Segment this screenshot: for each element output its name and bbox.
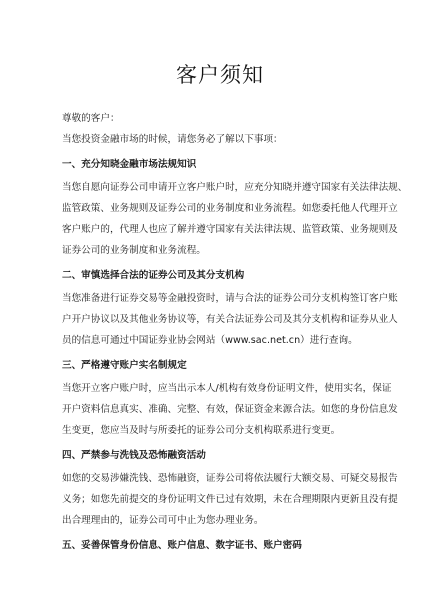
body-line: 开户资料信息真实、准确、完整、有效，保证资金来源合法。如您的身份信息发 bbox=[62, 404, 398, 415]
section-heading: 五、妥善保管身份信息、账户信息、数字证书、账户密码 bbox=[62, 540, 302, 551]
body-line: 证券公司的业务制度和业务流程。 bbox=[62, 245, 206, 256]
body-line: 客户账户的，代理人也应了解并遵守国家有关法律法规、监管政策、业务规则及 bbox=[62, 224, 398, 235]
intro-text: 当您投资金融市场的时候，请您务必了解以下事项： bbox=[62, 134, 283, 145]
section-heading: 四、严禁参与洗钱及恐怖融资活动 bbox=[62, 450, 206, 461]
body-line: 出合理理由的，证券公司可中止为您办理业务。 bbox=[62, 515, 264, 526]
body-line: 义务；如您先前提交的身份证明文件已过有效期，未在合理期限内更新且没有提 bbox=[62, 494, 398, 505]
body-line: 当您自愿向证券公司申请开立客户账户时，应充分知晓并遵守国家有关法律法规、 bbox=[62, 182, 408, 193]
section-heading: 二、审慎选择合法的证券公司及其分支机构 bbox=[62, 270, 245, 281]
section-1 bbox=[62, 154, 408, 261]
body-line: 户开户协议以及其他业务协议等，有关合法证券公司及其分支机构和证券从业人 bbox=[62, 314, 398, 325]
section-body bbox=[62, 468, 398, 531]
section-3 bbox=[62, 355, 398, 441]
section-body bbox=[62, 378, 398, 441]
section-body bbox=[62, 177, 408, 261]
body-line: 如您的交易涉嫌洗钱、恐怖融资，证券公司将依法履行大额交易、可疑交易报告 bbox=[62, 473, 398, 484]
section-heading: 三、严格遵守账户实名制规定 bbox=[62, 360, 187, 371]
body-line: 当您准备进行证券交易等金融投资时，请与合法的证券公司分支机构签订客户账 bbox=[62, 293, 398, 304]
section-heading: 一、充分知晓金融市场法规知识 bbox=[62, 159, 197, 170]
section-4 bbox=[62, 445, 398, 531]
body-line: 生变更，您应当及时与所委托的证券公司分支机构联系进行变更。 bbox=[62, 425, 341, 436]
section-body bbox=[62, 288, 398, 351]
document-title: 客户须知 bbox=[176, 63, 264, 87]
section-5 bbox=[62, 535, 378, 556]
salutation: 尊敬的客户： bbox=[62, 113, 120, 124]
body-line: 监管政策、业务规则及证券公司的业务制度和业务流程。如您委托他人代理开立 bbox=[62, 203, 398, 214]
body-line: 当您开立客户账户时，应当出示本人/机构有效身份证明文件，使用实名，保证 bbox=[62, 383, 392, 394]
section-2 bbox=[62, 265, 398, 351]
body-line: 员的信息可通过中国证券业协会网站（www.sac.net.cn）进行查询。 bbox=[62, 335, 358, 346]
